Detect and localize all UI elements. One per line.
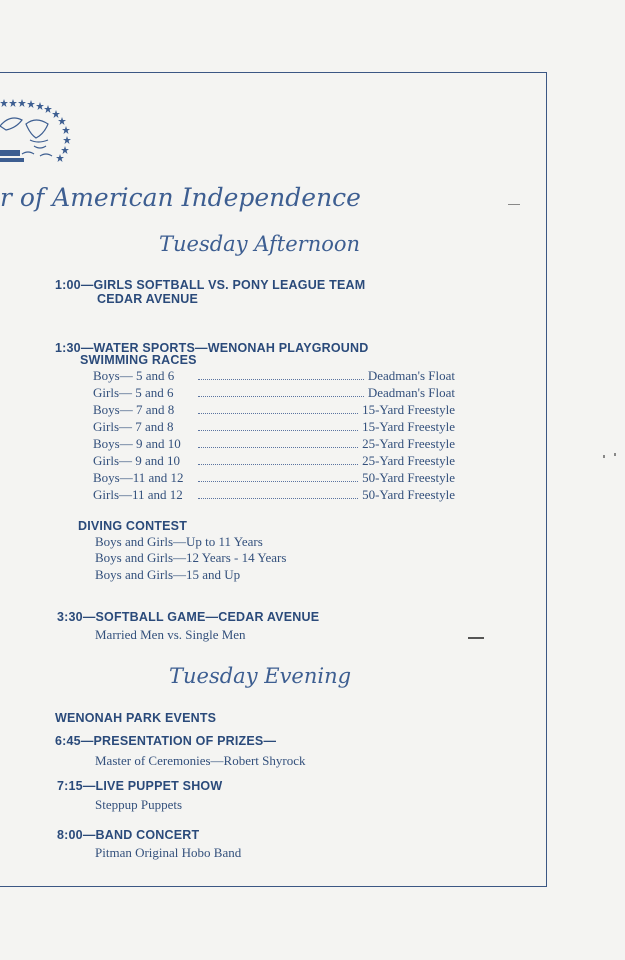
mens-softball-line2: Married Men vs. Single Men bbox=[95, 627, 246, 642]
race-row bbox=[93, 436, 455, 453]
race-row bbox=[93, 419, 455, 436]
paper-speck bbox=[508, 204, 520, 205]
swimming-races-title: SWIMMING RACES bbox=[80, 353, 197, 367]
race-event: 15-Yard Freestyle bbox=[362, 402, 455, 417]
band-line2: Pitman Original Hobo Band bbox=[95, 845, 242, 860]
leader-dots bbox=[198, 430, 358, 431]
race-row bbox=[93, 453, 455, 470]
prizes-line2: Master of Ceremonies—Robert Shyrock bbox=[95, 753, 306, 768]
girls-softball-line1: 1:00—GIRLS SOFTBALL VS. PONY LEAGUE TEAM bbox=[55, 278, 366, 292]
leader-dots bbox=[198, 481, 358, 482]
leader-dots bbox=[198, 396, 364, 397]
race-row bbox=[93, 402, 455, 419]
leader-dots bbox=[198, 447, 358, 448]
race-who: Girls— 5 and 6 bbox=[93, 385, 174, 400]
race-event: 15-Yard Freestyle bbox=[362, 419, 455, 434]
afternoon-title: Tuesday Afternoon bbox=[159, 232, 361, 256]
paper-speck bbox=[614, 453, 616, 456]
paper-speck bbox=[603, 455, 605, 458]
leader-dots bbox=[198, 464, 358, 465]
evening-title: Tuesday Evening bbox=[169, 664, 352, 688]
race-row bbox=[93, 385, 455, 402]
race-who: Boys—11 and 12 bbox=[93, 470, 184, 485]
race-row bbox=[93, 487, 455, 504]
water-sports-line1: 1:30—WATER SPORTS—WENONAH PLAYGROUND bbox=[55, 341, 369, 355]
race-who: Girls— 9 and 10 bbox=[93, 453, 181, 468]
race-event: Deadman's Float bbox=[367, 368, 455, 383]
leader-dots bbox=[198, 379, 364, 380]
diving-item: Boys and Girls—12 Years - 14 Years bbox=[95, 550, 287, 565]
race-who: Boys— 5 and 6 bbox=[93, 368, 175, 383]
diving-contest-title: DIVING CONTEST bbox=[78, 519, 188, 533]
leader-dots bbox=[198, 413, 358, 414]
race-event: Deadman's Float bbox=[367, 385, 455, 400]
leader-dots bbox=[198, 498, 358, 499]
puppet-line2: Steppup Puppets bbox=[95, 797, 183, 812]
race-event: 50-Yard Freestyle bbox=[362, 470, 455, 485]
prizes-line1: 6:45—PRESENTATION OF PRIZES— bbox=[55, 734, 277, 748]
diving-item: Boys and Girls—Up to 11 Years bbox=[95, 534, 263, 549]
diving-item: Boys and Girls—15 and Up bbox=[95, 567, 241, 582]
eagle-emblem-icon bbox=[0, 96, 74, 172]
race-event: 25-Yard Freestyle bbox=[362, 436, 455, 451]
race-event: 50-Yard Freestyle bbox=[362, 487, 455, 502]
mens-softball-line1: 3:30—SOFTBALL GAME—CEDAR AVENUE bbox=[57, 610, 320, 624]
race-who: Girls—11 and 12 bbox=[93, 487, 183, 502]
race-row bbox=[93, 368, 455, 385]
race-who: Boys— 9 and 10 bbox=[93, 436, 181, 451]
race-who: Girls— 7 and 8 bbox=[93, 419, 174, 434]
race-event: 25-Yard Freestyle bbox=[362, 453, 455, 468]
park-events-title: WENONAH PARK EVENTS bbox=[55, 711, 217, 725]
paper-speck bbox=[468, 637, 484, 639]
girls-softball-line2: CEDAR AVENUE bbox=[97, 292, 199, 306]
race-who: Boys— 7 and 8 bbox=[93, 402, 175, 417]
race-row bbox=[93, 470, 455, 487]
puppet-line1: 7:15—LIVE PUPPET SHOW bbox=[57, 779, 223, 793]
band-line1: 8:00—BAND CONCERT bbox=[57, 828, 200, 842]
page-headline: r of American Independence bbox=[0, 183, 361, 212]
